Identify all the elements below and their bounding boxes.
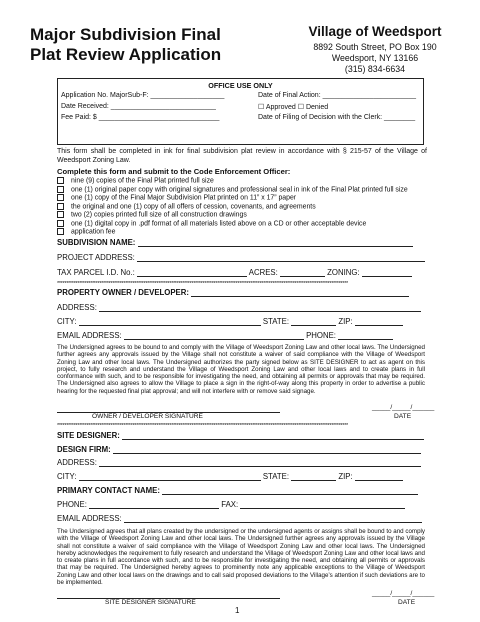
owner-email-input[interactable] xyxy=(124,339,304,340)
checklist-item[interactable]: the original and one (1) copy of all offers of cession, covenants, and agreements xyxy=(57,203,316,210)
owner-signature-label: OWNER / DEVELOPER SIGNATURE xyxy=(92,413,203,420)
date-received-field[interactable]: Date Received: ___________________________ xyxy=(61,103,216,110)
design-firm-input[interactable] xyxy=(113,453,421,454)
designer-address-input[interactable] xyxy=(99,466,421,467)
owner-address-row xyxy=(57,303,421,312)
checkbox-icon[interactable] xyxy=(57,220,64,227)
owner-phone-input[interactable] xyxy=(338,339,393,340)
designer-date-input[interactable]: _____/_____/______ xyxy=(372,590,435,597)
village-phone: (315) 834-6634 xyxy=(344,64,406,74)
checklist-item[interactable]: nine (9) copies of the Final Plat printed full size xyxy=(57,177,214,184)
designer-state-input[interactable] xyxy=(291,480,336,481)
checkbox-icon[interactable] xyxy=(57,194,64,201)
checkbox-icon[interactable] xyxy=(57,228,64,235)
checkbox-icon[interactable] xyxy=(57,186,64,193)
village-address-1: 8892 South Street, PO Box 190 xyxy=(313,42,437,52)
owner-agreement-text: The Undersigned agrees to be bound to and comply with the Village of Weedsport Zoning Law and other local laws. The Undersigned further agrees any approvals issued by the Village shall not constitute a waiver of said compliance with the Village of Weedsport Zoning Law and other local laws. The Undersigned authorizes the party signed below as SITE DESIGNER to act as agent on this project, to fully research and understand the Village of Weedsport Zoning Law and other local laws and to create plans in full conformance with such, and to be responsible for investigating the need, and obtaining all permits or approvals that may be required. The Undersigned also agrees to allow the Village to place a sign in the right-of-way along this property in order to advertise a public hearing for the requested final plat approval; and will not interfere with or remove said signage. xyxy=(57,344,425,395)
primary-contact-input[interactable] xyxy=(162,494,418,495)
designer-address-label: ADDRESS: xyxy=(57,458,97,467)
designer-email-row xyxy=(57,514,422,523)
owner-address-input[interactable] xyxy=(99,311,421,312)
owner-zip-label: ZIP: xyxy=(338,317,353,326)
project-address-input[interactable] xyxy=(137,261,425,262)
designer-state-label: STATE: xyxy=(262,472,289,481)
checklist-item[interactable]: one (1) original paper copy with original signatures and professional seal in ink of the Final Plat printed full size xyxy=(57,186,408,193)
primary-contact-label: PRIMARY CONTACT NAME: xyxy=(57,486,160,495)
title-line-2: Plat Review Application xyxy=(30,45,222,64)
separator-stars: ************************************************************************************************************************************************************** xyxy=(57,423,348,429)
designer-phone-label: PHONE: xyxy=(57,500,87,509)
site-designer-input[interactable] xyxy=(122,439,424,440)
subdivision-name-label: SUBDIVISION NAME: xyxy=(57,238,136,247)
designer-city-row xyxy=(57,472,403,481)
designer-zip-input[interactable] xyxy=(355,480,403,481)
village-address-2: Weedsport, NY 13166 xyxy=(331,53,419,63)
acres-input[interactable] xyxy=(280,276,325,277)
designer-date-label: DATE xyxy=(398,599,416,606)
designer-fax-input[interactable] xyxy=(240,508,405,509)
page-number: 1 xyxy=(235,606,240,615)
intro-text: This form shall be completed in ink for final subdivision plat review in accordance with § 215-57 of the Village of Weedsport Zoning Law. xyxy=(57,148,427,164)
separator-stars: ************************************************************************************************************************************************************** xyxy=(57,281,348,287)
checklist-item[interactable]: two (2) copies printed full size of all construction drawings xyxy=(57,211,247,218)
checkbox-icon[interactable] xyxy=(57,211,64,218)
checklist-heading: Complete this form and submit to the Code Enforcement Officer: xyxy=(57,167,291,176)
tax-parcel-input[interactable] xyxy=(137,276,247,277)
owner-email-row xyxy=(57,331,393,340)
owner-email-label: EMAIL ADDRESS: xyxy=(57,331,122,340)
checklist-item[interactable]: one (1) copy of the Final Major Subdivision Plat printed on 11” x 17” paper xyxy=(57,194,296,201)
date-filing-field[interactable]: Date of Filing of Decision with the Clerk: ________ xyxy=(258,114,416,121)
owner-date-label: DATE xyxy=(394,413,412,420)
primary-contact-row xyxy=(57,486,418,495)
owner-label: PROPERTY OWNER / DEVELOPER: xyxy=(57,288,189,297)
designer-city-input[interactable] xyxy=(79,480,261,481)
designer-address-row xyxy=(57,458,421,467)
site-designer-row xyxy=(57,431,424,440)
owner-date-input[interactable]: _____/_____/______ xyxy=(372,404,435,411)
owner-row xyxy=(57,288,409,297)
designer-agreement-text: The Undersigned agrees that all plans created by the undersigned or the undersigned agents or assigns shall be bound to and comply with the Village of Weedsport Zoning Law and other local laws. The Undersigned further agrees any approvals issued by the Village shall not constitute a waiver of said compliance with the Village of Weedsport Zoning Law and other local laws. The Undersigned hereby acknowledges the requirement to fully research and understand the Village of Weedsport Zoning Law and other local laws and to create plans in full accordance with such, and to be responsible for investigating the need, and obtaining all permits or approvals that may be required. The Undersigned hereby agrees to prominently note any applicable exceptions to the Village of Weedsport Zoning Law and other local laws on the drawings and to call said proposed deviations to the Village’s attention if such deviations are to be implemented. xyxy=(57,528,425,587)
designer-fax-label: FAX: xyxy=(221,500,239,509)
zoning-label: ZONING: xyxy=(327,268,360,277)
fee-paid-field[interactable]: Fee Paid: $ _______________________________ xyxy=(61,114,220,121)
designer-email-input[interactable] xyxy=(124,522,422,523)
design-firm-label: DESIGN FIRM: xyxy=(57,445,111,454)
date-final-action-field[interactable]: Date of Final Action: ________________________ xyxy=(258,92,417,99)
owner-state-label: STATE: xyxy=(262,317,289,326)
designer-zip-label: ZIP: xyxy=(338,472,353,481)
title-line-1: Major Subdivision Final xyxy=(30,25,221,44)
subdivision-name-input[interactable] xyxy=(138,246,413,247)
application-number-field[interactable]: Application No. MajorSub-F: ___________________ xyxy=(61,92,225,99)
owner-phone-label: PHONE: xyxy=(306,331,336,340)
project-address-row xyxy=(57,253,425,262)
checkbox-icon[interactable] xyxy=(57,203,64,210)
subdivision-name-row xyxy=(57,238,413,247)
zoning-input[interactable] xyxy=(362,276,412,277)
village-name: Village of Weedsport xyxy=(308,24,442,39)
checklist-item[interactable]: application fee xyxy=(57,228,115,235)
owner-address-label: ADDRESS: xyxy=(57,303,97,312)
form-title xyxy=(30,25,221,65)
project-address-label: PROJECT ADDRESS: xyxy=(57,253,135,262)
owner-input[interactable] xyxy=(191,296,409,297)
owner-city-label: CITY: xyxy=(57,317,77,326)
design-firm-row xyxy=(57,445,421,454)
designer-phone-row xyxy=(57,500,405,509)
site-designer-label: SITE DESIGNER: xyxy=(57,431,120,440)
owner-city-row xyxy=(57,317,403,326)
tax-parcel-row xyxy=(57,268,412,277)
checklist-item[interactable]: one (1) digital copy in .pdf format of all materials listed above on a CD or other acceptable device xyxy=(57,220,366,227)
owner-city-input[interactable] xyxy=(79,325,261,326)
office-use-box xyxy=(57,78,424,145)
acres-label: ACRES: xyxy=(248,268,278,277)
owner-state-input[interactable] xyxy=(291,325,336,326)
approved-denied-checkboxes[interactable]: ☐ Approved ☐ Denied xyxy=(258,104,329,111)
designer-email-label: EMAIL ADDRESS: xyxy=(57,514,122,523)
office-use-heading: OFFICE USE ONLY xyxy=(208,81,273,90)
owner-zip-input[interactable] xyxy=(355,325,403,326)
designer-signature-label: SITE DESIGNER SIGNATURE xyxy=(105,599,196,606)
checkbox-icon[interactable] xyxy=(57,177,64,184)
designer-city-label: CITY: xyxy=(57,472,77,481)
designer-phone-input[interactable] xyxy=(89,508,219,509)
tax-parcel-label: TAX PARCEL I.D. No.: xyxy=(57,268,135,277)
